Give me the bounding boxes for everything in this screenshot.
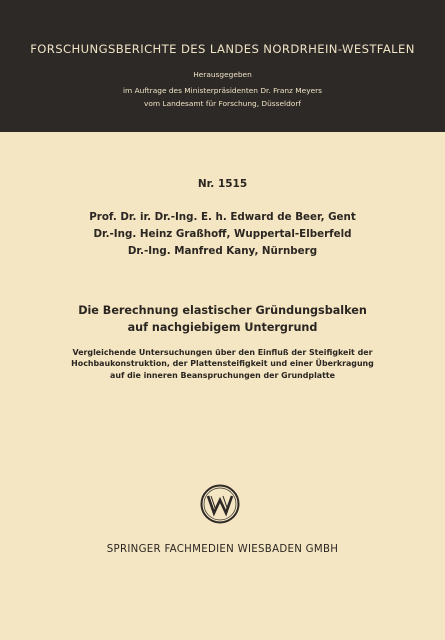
report-number: Nr. 1515 [197,178,248,190]
subtitle-line: auf die inneren Beanspruchungen der Grundplatte [110,370,335,380]
editor-line-1: Herausgegeben [193,70,252,79]
subtitle-line: Hochbaukonstruktion, der Plattensteifigkeit und einer Überkragung [71,359,374,369]
editor-line-3: vom Landesamt für Forschung, Düsseldorf [144,99,301,108]
author-line: Dr.-Ing. Heinz Graßhoff, Wuppertal-Elberfeld [93,228,352,240]
author-line: Prof. Dr. ir. Dr.-Ing. E. h. Edward de Beer, Gent [89,211,356,223]
subtitle-line: Vergleichende Untersuchungen über den Einfluß der Steifigkeit der [72,348,373,357]
title-line: auf nachgiebigem Untergrund [127,321,318,334]
book-subtitle [0,347,445,381]
book-title [0,302,445,336]
editor-line-2: im Auftrage des Ministerpräsidenten Dr. Franz Meyers [122,86,323,95]
author-line: Dr.-Ing. Manfred Kany, Nürnberg [127,245,318,257]
cover-header-band [0,0,445,132]
publisher-name: SPRINGER FACHMEDIEN WIESBADEN GMBH [106,544,339,555]
springer-w-logo-icon [199,483,241,525]
title-line: Die Berechnung elastischer Gründungsbalken [78,304,367,317]
author-list [0,209,445,260]
series-title: FORSCHUNGSBERICHTE DES LANDES NORDRHEIN-WESTFALEN [30,42,415,56]
